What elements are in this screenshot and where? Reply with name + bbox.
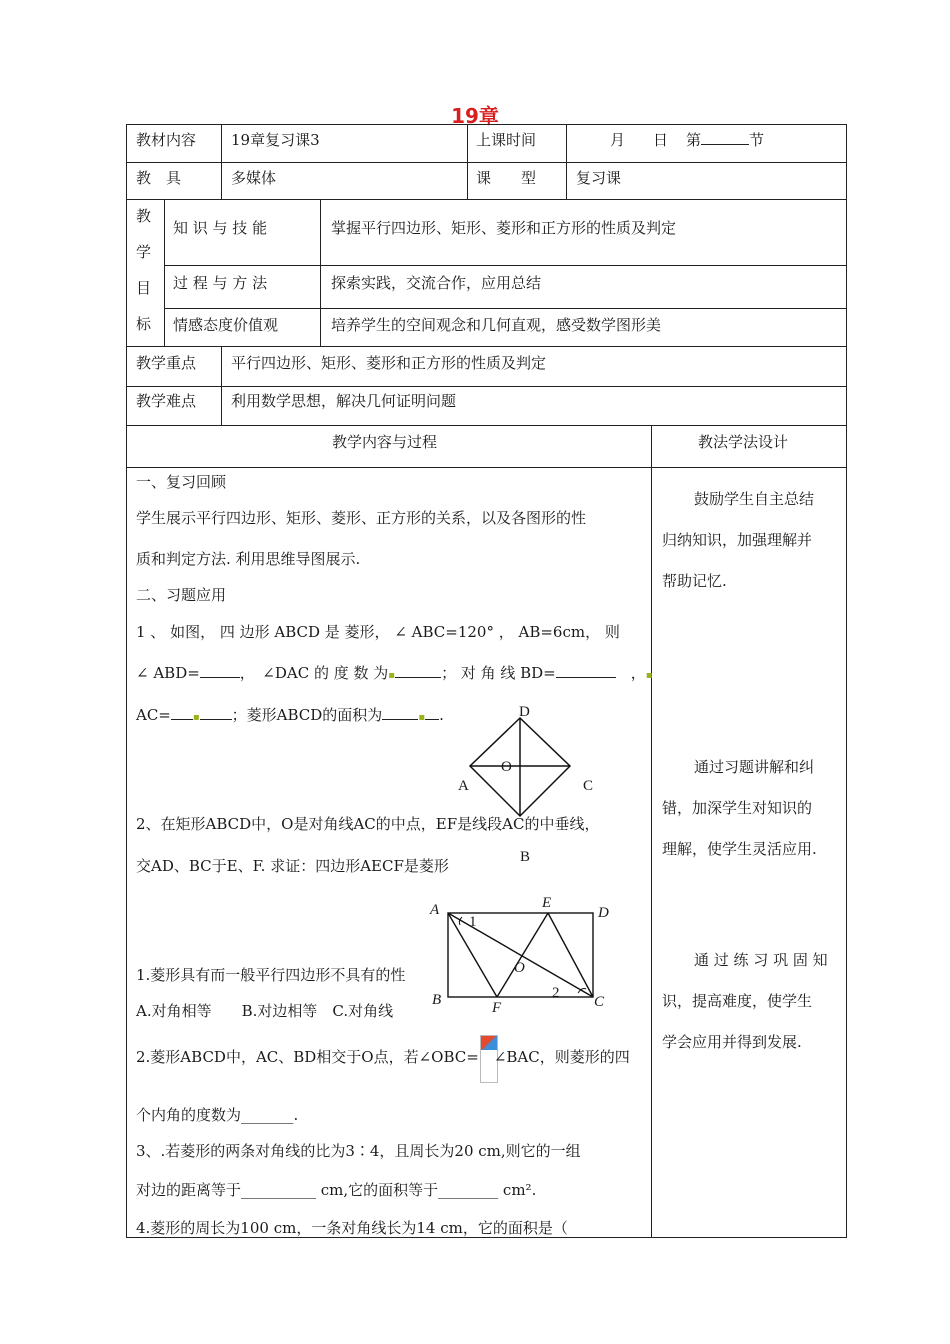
review-paragraph-line1: 学生展示平行四边形、矩形、菱形、正方形的关系，以及各图形的性 xyxy=(136,509,587,527)
goals-side-char: 教 xyxy=(136,207,152,225)
question-1-line2: ∠ ABD= ， ∠DAC 的 度 数 为▪ ； 对 角 线 BD= ，▪ xyxy=(136,664,653,682)
question-2-line2: 交AD、BC于E、F. 求证：四边形AECF是菱形 xyxy=(136,857,449,875)
method-note-1: 归纳知识，加强理解并 xyxy=(662,531,813,549)
goals-side-char: 标 xyxy=(136,315,152,333)
exercise-2-line2: 个内角的度数为_______. xyxy=(136,1106,299,1124)
goal-label-process: 过 程 与 方 法 xyxy=(173,274,268,292)
method-note-2: 错，加深学生对知识的 xyxy=(662,799,813,817)
method-note-1: 帮助记忆. xyxy=(662,572,727,590)
content-column-header: 教学内容与过程 xyxy=(332,433,438,451)
exercise-3-line1: 3、.若菱形的两条对角线的比为3∶4，且周长为20 cm,则它的一组 xyxy=(136,1142,581,1160)
teaching-aids-label: 教 具 xyxy=(136,169,182,187)
lesson-type-value: 复习课 xyxy=(576,169,622,187)
course-content-value: 19章复习课3 xyxy=(231,131,320,149)
question-1-line1: 1 、 如图， 四 边形 ABCD 是 菱形， ∠ ABC=120° ， AB=6cm， 则 xyxy=(136,623,620,641)
method-note-1: 鼓励学生自主总结 xyxy=(694,490,815,508)
center-label-o: O xyxy=(514,960,525,976)
goal-value-knowledge: 掌握平行四边形、矩形、菱形和正方形的性质及判定 xyxy=(331,219,677,237)
question-1-line3: AC= ▪ ；菱形ABCD的面积为 ▪ . xyxy=(136,706,444,724)
vertex-label-b: B xyxy=(432,992,442,1008)
vertex-label-d: D xyxy=(598,905,609,921)
exercise-1-options: A.对角相等 B.对边相等 C.对角线 xyxy=(136,1002,394,1020)
exercise-4: 4.菱形的周长为100 cm，一条对角线长为14 cm，它的面积是（ xyxy=(136,1219,568,1237)
key-point-value: 平行四边形、矩形、菱形和正方形的性质及判定 xyxy=(231,354,547,372)
vertex-label-f: F xyxy=(492,1000,502,1016)
exercise-1: 1.菱形具有而一般平行四边形不具有的性 xyxy=(136,966,406,984)
angle-label-2: 2 xyxy=(552,985,560,1001)
angle-label-1: 1 xyxy=(469,914,477,930)
question-2-line1: 2、在矩形ABCD中，O是对角线AC的中点，EF是线段AC的中垂线， xyxy=(136,815,600,833)
goals-side-char: 目 xyxy=(136,279,152,297)
rectangle-figure xyxy=(420,895,620,1015)
section-exercises-title: 二、习题应用 xyxy=(136,586,227,604)
method-note-3: 识，提高难度，使学生 xyxy=(662,992,813,1010)
goal-label-attitude: 情感态度价值观 xyxy=(173,316,279,334)
lesson-type-label: 课 型 xyxy=(476,169,537,187)
center-label-o: O xyxy=(501,759,512,775)
course-content-label: 教材内容 xyxy=(136,131,197,149)
exercise-3-line2: 对边的距离等于__________ cm,它的面积等于________ cm². xyxy=(136,1181,537,1199)
vertex-label-b: B xyxy=(520,849,531,865)
review-paragraph-line2: 质和判定方法. 利用思维导图展示. xyxy=(136,550,361,568)
vertex-label-e: E xyxy=(542,895,552,911)
section-review-title: 一、复习回顾 xyxy=(136,473,227,491)
difficulty-value: 利用数学思想，解决几何证明问题 xyxy=(231,392,457,410)
goals-side-char: 学 xyxy=(136,243,152,261)
class-time-label: 上课时间 xyxy=(476,131,537,149)
vertex-label-a: A xyxy=(430,902,440,918)
goal-label-knowledge: 知 识 与 技 能 xyxy=(173,219,268,237)
method-note-2: 理解，使学生灵活应用. xyxy=(662,840,817,858)
goal-value-attitude: 培养学生的空间观念和几何直观，感受数学图形美 xyxy=(331,316,662,334)
method-column-header: 教法学法设计 xyxy=(698,433,789,451)
class-time-value: 月 日 第 节 xyxy=(610,131,765,149)
page-title: 19章 xyxy=(451,104,499,128)
goal-value-process: 探索实践，交流合作，应用总结 xyxy=(331,274,542,292)
vertex-label-c: C xyxy=(594,994,605,1010)
vertex-label-c: C xyxy=(583,778,594,794)
key-point-label: 教学重点 xyxy=(136,354,197,372)
exercise-2-line1: 2.菱形ABCD中，AC、BD相交于O点，若∠OBC= ∠BAC，则菱形的四 xyxy=(136,1048,630,1066)
method-note-3: 学会应用并得到发展. xyxy=(662,1033,802,1051)
difficulty-label: 教学难点 xyxy=(136,392,197,410)
vertex-label-d: D xyxy=(519,704,530,720)
teaching-aids-value: 多媒体 xyxy=(231,169,277,187)
method-note-2: 通过习题讲解和纠 xyxy=(694,758,815,776)
vertex-label-a: A xyxy=(458,778,469,794)
method-note-3: 通 过 练 习 巩 固 知 xyxy=(694,951,828,969)
